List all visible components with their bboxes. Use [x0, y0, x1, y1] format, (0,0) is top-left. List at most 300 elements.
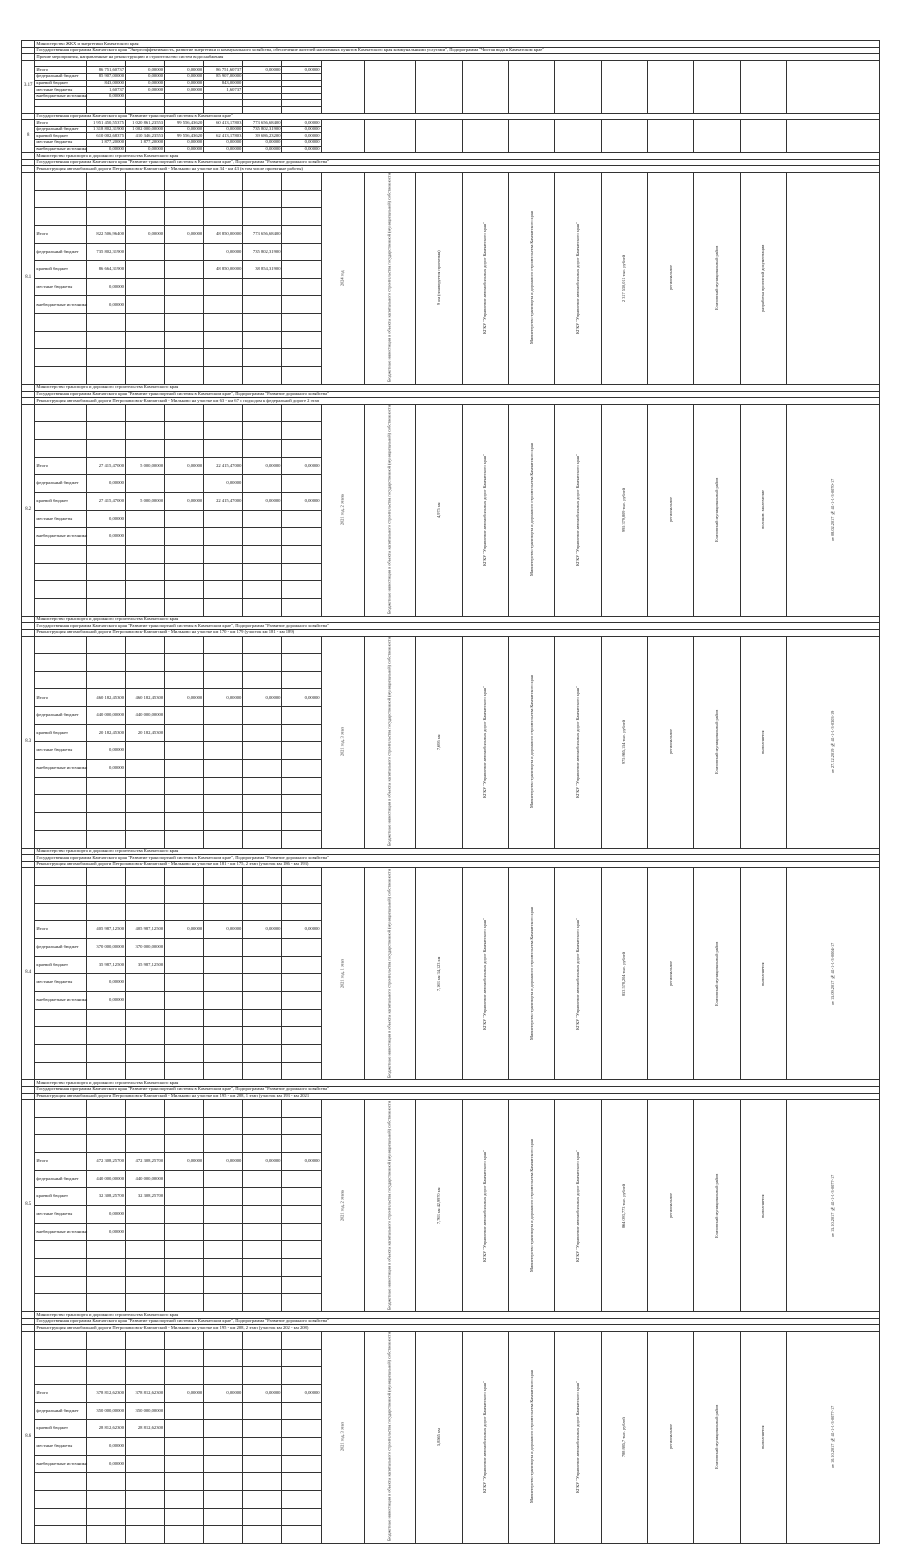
- amount-cell: [282, 956, 321, 974]
- amount-cell: [165, 956, 204, 974]
- amount-cell: [86, 314, 125, 332]
- amount-cell: [282, 349, 321, 367]
- amount-cell: 0,00000: [282, 133, 321, 140]
- amount-cell: [243, 938, 282, 956]
- amount-cell: [282, 1490, 321, 1508]
- amount-cell: [204, 654, 243, 672]
- amount-cell: [282, 974, 321, 992]
- amount-cell: 0,00000: [165, 457, 204, 475]
- funding-source-label: внебюджетные источники: [35, 991, 86, 1009]
- amount-cell: [204, 100, 243, 107]
- amount-cell: [282, 938, 321, 956]
- amount-cell: [282, 1349, 321, 1367]
- attribute-cell: [648, 120, 694, 153]
- funding-source-label: федеральный бюджет: [35, 1402, 86, 1420]
- attribute-cell: [364, 120, 415, 153]
- amount-cell: [282, 73, 321, 80]
- index-spacer: [22, 1093, 35, 1100]
- amount-cell: 0,00000: [282, 146, 321, 153]
- amount-cell: [204, 1402, 243, 1420]
- attribute-cell: [509, 120, 555, 153]
- attribute-cell: [740, 60, 786, 113]
- amount-cell: 35 987,12500: [86, 956, 125, 974]
- amount-cell: [282, 1009, 321, 1027]
- amount-cell: 0,00000: [125, 67, 164, 74]
- attribute-cell: 2021 год, 3 этап: [321, 1331, 364, 1543]
- funding-source-label: [35, 868, 86, 886]
- amount-cell: [282, 100, 321, 107]
- amount-cell: [204, 1044, 243, 1062]
- attribute-cell: 975 865,154 тыс. рублей: [601, 636, 647, 848]
- attribute-cell: 995 379,809 тыс. рублей: [601, 404, 647, 616]
- amount-cell: 0,00000: [282, 126, 321, 133]
- index-spacer: [22, 855, 35, 862]
- amount-cell: [282, 1062, 321, 1080]
- amount-cell: [282, 1402, 321, 1420]
- amount-cell: [204, 1276, 243, 1294]
- attribute-cell: Елизовский муниципальный район: [694, 1331, 740, 1543]
- amount-cell: [243, 991, 282, 1009]
- amount-cell: [125, 581, 164, 599]
- amount-cell: [243, 404, 282, 422]
- amount-cell: [125, 1437, 164, 1455]
- amount-cell: [125, 903, 164, 921]
- attribute-cell: Бюджетные инвестиции в объекты капитального строительства государственной (муниципальной) собственности: [364, 1100, 415, 1312]
- amount-cell: [86, 1473, 125, 1491]
- attribute-cell: 7,763 км 42,9970 км: [416, 1100, 462, 1312]
- amount-cell: [165, 278, 204, 296]
- amount-cell: [165, 777, 204, 795]
- amount-cell: [204, 1508, 243, 1526]
- amount-cell: [204, 1062, 243, 1080]
- amount-cell: [165, 367, 204, 385]
- amount-cell: 1,60737: [86, 87, 125, 94]
- amount-cell: [204, 991, 243, 1009]
- amount-cell: [165, 724, 204, 742]
- amount-cell: [282, 278, 321, 296]
- amount-cell: [282, 1100, 321, 1118]
- amount-cell: [86, 777, 125, 795]
- amount-cell: [243, 1062, 282, 1080]
- amount-cell: [165, 1526, 204, 1544]
- funding-source-label: местные бюджеты: [35, 1437, 86, 1455]
- ministry-header: Министерство транспорта и дорожного строительства Камчатского края: [35, 384, 880, 391]
- amount-cell: [243, 813, 282, 831]
- amount-cell: [125, 598, 164, 616]
- funding-source-label: [35, 777, 86, 795]
- amount-cell: [204, 1027, 243, 1045]
- amount-cell: [165, 760, 204, 778]
- amount-cell: 0,00000: [86, 1223, 125, 1241]
- amount-cell: [125, 440, 164, 458]
- amount-cell: [125, 760, 164, 778]
- amount-cell: [165, 243, 204, 261]
- funding-source-label: Итого: [35, 1384, 86, 1402]
- amount-cell: [243, 1294, 282, 1312]
- funding-source-label: [35, 1526, 86, 1544]
- amount-cell: [243, 208, 282, 226]
- amount-cell: [165, 190, 204, 208]
- funding-source-label: [35, 1276, 86, 1294]
- amount-cell: [165, 1331, 204, 1349]
- amount-cell: 99 556,43620: [165, 120, 204, 127]
- attribute-cell: 2021 год, 2 этапа: [321, 404, 364, 616]
- funding-source-label: федеральный бюджет: [35, 243, 86, 261]
- amount-cell: 735 802,31900: [243, 126, 282, 133]
- amount-cell: [243, 1331, 282, 1349]
- attribute-cell: [321, 60, 364, 113]
- amount-cell: [282, 868, 321, 886]
- attribute-cell: положит. заключение: [740, 404, 786, 616]
- amount-cell: [125, 349, 164, 367]
- amount-cell: [125, 1241, 164, 1259]
- amount-cell: [86, 1062, 125, 1080]
- amount-cell: [282, 1188, 321, 1206]
- amount-cell: [86, 1294, 125, 1312]
- attribute-cell: Министерство транспорта и дорожного строительства Камчатского края: [509, 1331, 555, 1543]
- amount-cell: 0,00000: [204, 243, 243, 261]
- amount-cell: [125, 654, 164, 672]
- funding-source-label: [35, 367, 86, 385]
- amount-cell: [243, 1027, 282, 1045]
- amount-cell: 48 850,00000: [204, 261, 243, 279]
- funding-source-label: [35, 1062, 86, 1080]
- funding-source-label: [35, 1241, 86, 1259]
- amount-cell: [125, 510, 164, 528]
- amount-cell: [282, 1206, 321, 1224]
- amount-cell: [125, 1100, 164, 1118]
- funding-source-label: краевой бюджет: [35, 956, 86, 974]
- amount-cell: [243, 1490, 282, 1508]
- amount-cell: [204, 1206, 243, 1224]
- amount-cell: [165, 868, 204, 886]
- amount-cell: [165, 1259, 204, 1277]
- attribute-cell: [787, 120, 880, 153]
- amount-cell: 0,00000: [165, 1153, 204, 1171]
- attribute-cell: Министерство транспорта и дорожного строительства Камчатского края: [509, 636, 555, 848]
- amount-cell: [165, 1223, 204, 1241]
- amount-cell: [282, 106, 321, 113]
- amount-cell: [243, 1100, 282, 1118]
- amount-cell: 1 318 802,31900: [86, 126, 125, 133]
- funding-source-label: [35, 404, 86, 422]
- amount-cell: [86, 563, 125, 581]
- amount-cell: [125, 1367, 164, 1385]
- amount-cell: [165, 581, 204, 599]
- amount-cell: [125, 296, 164, 314]
- amount-cell: [282, 581, 321, 599]
- ministry-header: Министерство транспорта и дорожного строительства Камчатского края: [35, 616, 880, 623]
- index-spacer: [22, 616, 35, 623]
- funding-source-label: [35, 545, 86, 563]
- amount-cell: 0,00000: [204, 146, 243, 153]
- amount-cell: [165, 1062, 204, 1080]
- object-header: Реконструкция автомобильной дороги Петропавловск-Камчатский - Мильково на участке км 195 - км 208, 1 этап (участок км 193 - км 2021: [35, 1093, 880, 1100]
- amount-cell: [243, 172, 282, 190]
- amount-cell: [165, 1508, 204, 1526]
- amount-cell: [204, 938, 243, 956]
- amount-cell: 350 000,00000: [125, 1402, 164, 1420]
- amount-cell: [243, 1367, 282, 1385]
- amount-cell: [86, 172, 125, 190]
- amount-cell: [86, 581, 125, 599]
- amount-cell: 0,00000: [243, 146, 282, 153]
- attribute-cell: КГКУ "Управление автомобильных дорог Камчатского края": [555, 1331, 601, 1543]
- amount-cell: [282, 885, 321, 903]
- amount-cell: 350 000,00000: [86, 1402, 125, 1420]
- amount-cell: [165, 440, 204, 458]
- amount-cell: [125, 1259, 164, 1277]
- index-spacer: [22, 629, 35, 636]
- attribute-cell: Бюджетные инвестиции в объекты капитального строительства государственной (муниципальной) собственности: [364, 636, 415, 848]
- amount-cell: [125, 106, 164, 113]
- amount-cell: 0,00000: [204, 1153, 243, 1171]
- amount-cell: [243, 598, 282, 616]
- funding-source-label: [35, 100, 86, 107]
- amount-cell: 20 182,45300: [125, 724, 164, 742]
- attribute-cell: Елизовский муниципальный район: [694, 404, 740, 616]
- amount-cell: [282, 1117, 321, 1135]
- amount-cell: [282, 707, 321, 725]
- amount-cell: [165, 598, 204, 616]
- amount-cell: [204, 974, 243, 992]
- amount-cell: [204, 1294, 243, 1312]
- amount-cell: [204, 208, 243, 226]
- amount-cell: [86, 331, 125, 349]
- amount-cell: [125, 422, 164, 440]
- amount-cell: [204, 742, 243, 760]
- amount-cell: [86, 654, 125, 672]
- funding-source-label: [35, 654, 86, 672]
- amount-cell: [125, 1526, 164, 1544]
- funding-source-label: федеральный бюджет: [35, 707, 86, 725]
- funding-source-label: [35, 1100, 86, 1118]
- amount-cell: [204, 1473, 243, 1491]
- amount-cell: [125, 868, 164, 886]
- amount-cell: [243, 581, 282, 599]
- amount-cell: [204, 60, 243, 67]
- attribute-cell: КГКУ "Управление автомобильных дорог Камчатского края": [555, 404, 601, 616]
- amount-cell: [204, 296, 243, 314]
- amount-cell: [125, 190, 164, 208]
- amount-cell: [243, 777, 282, 795]
- amount-cell: [86, 1276, 125, 1294]
- amount-cell: [282, 545, 321, 563]
- attribute-cell: 2 317 530,011 тыс. рублей: [601, 172, 647, 384]
- amount-cell: [125, 671, 164, 689]
- amount-cell: [282, 80, 321, 87]
- amount-cell: [204, 1420, 243, 1438]
- ministry-header: Государственная программа Камчатского края "Развитие транспортной системы в Камчатском крае": [35, 113, 880, 120]
- funding-source-label: [35, 331, 86, 349]
- attribute-cell: [321, 120, 364, 153]
- amount-cell: [86, 1526, 125, 1544]
- amount-cell: [282, 475, 321, 493]
- amount-cell: [125, 830, 164, 848]
- attribute-cell: 788 885,7 тыс. рублей: [601, 1331, 647, 1543]
- amount-cell: [165, 1455, 204, 1473]
- amount-cell: 410 346,23553: [125, 133, 164, 140]
- amount-cell: 85 907,00000: [86, 73, 125, 80]
- amount-cell: [165, 795, 204, 813]
- amount-cell: [204, 106, 243, 113]
- amount-cell: 0,00000: [243, 492, 282, 510]
- amount-cell: [204, 1188, 243, 1206]
- funding-source-label: [35, 1259, 86, 1277]
- funding-source-label: [35, 422, 86, 440]
- index-spacer: [22, 384, 35, 391]
- attribute-cell: 2024 год: [321, 172, 364, 384]
- amount-cell: 0,00000: [282, 1384, 321, 1402]
- attribute-cell: КГКУ "Управление автомобильных дорог Камчатского края": [555, 868, 601, 1080]
- amount-cell: 0,00000: [125, 73, 164, 80]
- amount-cell: [204, 1437, 243, 1455]
- attribute-cell: Елизовский муниципальный район: [694, 1100, 740, 1312]
- amount-cell: 32 308,25700: [86, 1188, 125, 1206]
- amount-cell: [282, 243, 321, 261]
- amount-cell: [86, 830, 125, 848]
- funding-source-label: [35, 106, 86, 113]
- amount-cell: 0,00000: [125, 225, 164, 243]
- amount-cell: 0,00000: [86, 974, 125, 992]
- row-number: 8.6: [22, 1331, 35, 1543]
- attribute-cell: [601, 60, 647, 113]
- amount-cell: [86, 868, 125, 886]
- attribute-cell: региональное: [648, 868, 694, 1080]
- amount-cell: 28 812,62300: [125, 1420, 164, 1438]
- amount-cell: 0,00000: [165, 689, 204, 707]
- amount-cell: [243, 1276, 282, 1294]
- amount-cell: [125, 1331, 164, 1349]
- amount-cell: [165, 331, 204, 349]
- amount-cell: [243, 422, 282, 440]
- amount-cell: 39 686,23200: [243, 133, 282, 140]
- ministry-header: Министерство транспорта и дорожного строительства Камчатского края: [35, 1080, 880, 1087]
- attribute-cell: КГКУ "Управление автомобильных дорог Камчатского края": [462, 1100, 508, 1312]
- amount-cell: [165, 208, 204, 226]
- amount-cell: 48 850,00000: [204, 225, 243, 243]
- index-spacer: [22, 861, 35, 868]
- amount-cell: 0,00000: [204, 126, 243, 133]
- program-header: Государственная программа Камчатского края "Развитие транспортной системы в Камчатском крае", Подпрограмма "Развитие дорожного хозяйства": [35, 1318, 880, 1325]
- amount-cell: [243, 1420, 282, 1438]
- amount-cell: [243, 1009, 282, 1027]
- amount-cell: [282, 795, 321, 813]
- funding-source-label: [35, 190, 86, 208]
- amount-cell: [204, 1135, 243, 1153]
- funding-source-label: краевой бюджет: [35, 492, 86, 510]
- amount-cell: [165, 707, 204, 725]
- amount-cell: 1,60737: [204, 87, 243, 94]
- attribute-cell: [555, 120, 601, 153]
- amount-cell: [165, 404, 204, 422]
- funding-source-label: Итого: [35, 689, 86, 707]
- amount-cell: 1 951 450,55375: [86, 120, 125, 127]
- amount-cell: [282, 1473, 321, 1491]
- funding-source-label: [35, 314, 86, 332]
- funding-source-label: краевой бюджет: [35, 1188, 86, 1206]
- funding-source-label: местные бюджеты: [35, 1206, 86, 1224]
- funding-source-label: [35, 598, 86, 616]
- amount-cell: [165, 528, 204, 546]
- funding-source-label: [35, 1367, 86, 1385]
- funding-source-label: краевой бюджет: [35, 724, 86, 742]
- amount-cell: [165, 1100, 204, 1118]
- funding-source-label: [35, 1044, 86, 1062]
- amount-cell: [243, 190, 282, 208]
- amount-cell: [243, 707, 282, 725]
- amount-cell: 440 000,00000: [125, 1170, 164, 1188]
- funding-source-label: внебюджетные источники: [35, 1455, 86, 1473]
- attribute-cell: выполняется: [740, 636, 786, 848]
- funding-source-label: местные бюджеты: [35, 139, 86, 146]
- amount-cell: 773 656,68400: [243, 225, 282, 243]
- program-header: Государственная программа Камчатского края "Развитие транспортной системы в Камчатском крае", Подпрограмма "Развитие дорожного хозяйства": [35, 623, 880, 630]
- amount-cell: 32 308,25700: [125, 1188, 164, 1206]
- amount-cell: [86, 1508, 125, 1526]
- amount-cell: 1 020 861,23553: [125, 120, 164, 127]
- amount-cell: [125, 1117, 164, 1135]
- amount-cell: [86, 208, 125, 226]
- amount-cell: [204, 190, 243, 208]
- amount-cell: 472 308,25700: [125, 1153, 164, 1171]
- amount-cell: [204, 795, 243, 813]
- amount-cell: 20 182,45300: [86, 724, 125, 742]
- amount-cell: [165, 1349, 204, 1367]
- amount-cell: [125, 93, 164, 100]
- amount-cell: [204, 1349, 243, 1367]
- attribute-cell: Бюджетные инвестиции в объекты капитального строительства государственной (муниципальной) собственности: [364, 868, 415, 1080]
- amount-cell: [243, 742, 282, 760]
- index-spacer: [22, 848, 35, 855]
- index-spacer: [22, 1086, 35, 1093]
- amount-cell: [204, 777, 243, 795]
- amount-cell: 0,00000: [86, 1206, 125, 1224]
- program-header: Государственная программа Камчатского края "Развитие транспортной системы в Камчатском крае", Подпрограмма "Развитие дорожного хозяйства": [35, 159, 880, 166]
- funding-source-label: [35, 903, 86, 921]
- amount-cell: 60 413,17803: [204, 120, 243, 127]
- amount-cell: 0,00000: [282, 689, 321, 707]
- amount-cell: [282, 1331, 321, 1349]
- amount-cell: [165, 1009, 204, 1027]
- amount-cell: [165, 296, 204, 314]
- amount-cell: [165, 60, 204, 67]
- attribute-cell: Министерство транспорта и дорожного строительства Камчатского края: [509, 404, 555, 616]
- amount-cell: [86, 106, 125, 113]
- amount-cell: [125, 813, 164, 831]
- amount-cell: 0,00000: [165, 126, 204, 133]
- attribute-cell: региональное: [648, 172, 694, 384]
- attribute-cell: [648, 60, 694, 113]
- funding-source-label: [35, 1331, 86, 1349]
- amount-cell: 0,00000: [86, 1455, 125, 1473]
- attribute-cell: Министерство транспорта и дорожного строительства Камчатского края: [509, 868, 555, 1080]
- attribute-cell: КГКУ "Управление автомобильных дорог Камчатского края": [555, 636, 601, 848]
- amount-cell: 0,00000: [86, 475, 125, 493]
- attribute-cell: [364, 60, 415, 113]
- amount-cell: [282, 991, 321, 1009]
- amount-cell: [282, 1241, 321, 1259]
- amount-cell: [243, 956, 282, 974]
- amount-cell: [86, 1044, 125, 1062]
- attribute-cell: [787, 60, 880, 113]
- amount-cell: [165, 1117, 204, 1135]
- funding-source-label: [35, 1473, 86, 1491]
- amount-cell: [204, 1331, 243, 1349]
- amount-cell: [204, 813, 243, 831]
- funding-source-label: Итого: [35, 225, 86, 243]
- amount-cell: [243, 545, 282, 563]
